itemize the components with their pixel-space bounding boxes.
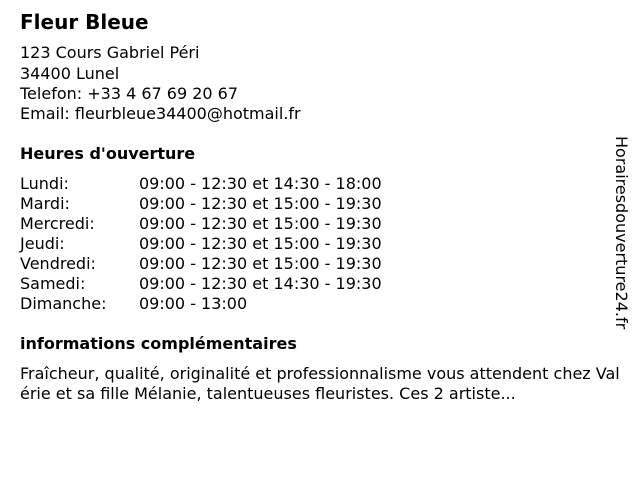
hours-time: 09:00 - 12:30 et 15:00 - 19:30 [139,194,382,213]
hours-time: 09:00 - 13:00 [139,294,248,313]
hours-day: Lundi: [20,174,69,193]
business-name: Fleur Bleue [20,10,149,34]
hours-heading: Heures d'ouverture [20,144,196,163]
hours-day: Mardi: [20,194,70,213]
hours-day: Samedi: [20,274,86,293]
hours-time: 09:00 - 12:30 et 15:00 - 19:30 [139,214,382,233]
address-street: 123 Cours Gabriel Péri [20,43,200,62]
phone-number: Telefon: +33 4 67 69 20 67 [20,84,239,103]
hours-day: Dimanche: [20,294,107,313]
hours-day: Jeudi: [20,234,65,253]
hours-time: 09:00 - 12:30 et 14:30 - 19:30 [139,274,382,293]
address-city: 34400 Lunel [20,64,120,83]
hours-time: 09:00 - 12:30 et 15:00 - 19:30 [139,234,382,253]
hours-day: Vendredi: [20,254,96,273]
hours-time: 09:00 - 12:30 et 14:30 - 18:00 [139,174,382,193]
info-description: Fraîcheur, qualité, originalité et professionnalisme vous attendent chez Valérie et sa fille Mélanie, talentueuses fleuristes. Ces 2 artiste... [20,364,620,403]
info-heading: informations complémentaires [20,334,297,353]
hours-day: Mercredi: [20,214,95,233]
email-address: Email: fleurbleue34400@hotmail.fr [20,104,301,123]
hours-time: 09:00 - 12:30 et 15:00 - 19:30 [139,254,382,273]
site-watermark: Horairesdouverture24.fr [612,136,631,330]
